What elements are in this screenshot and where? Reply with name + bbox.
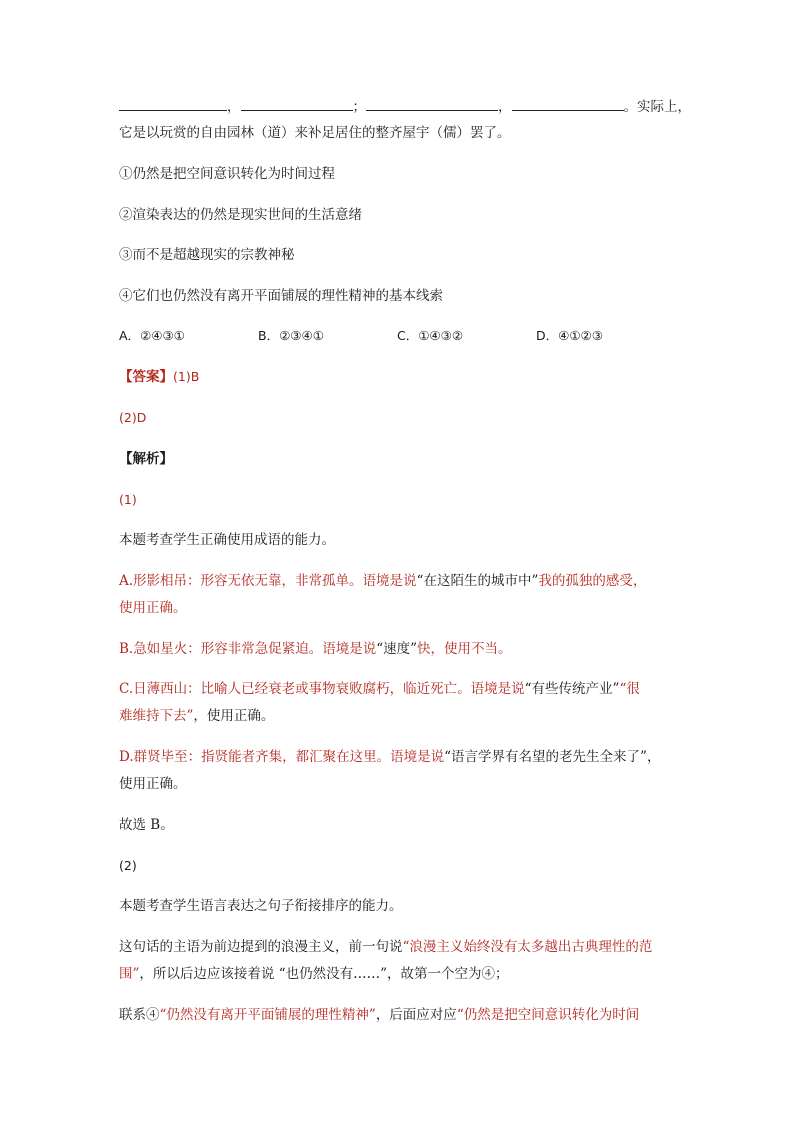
analysis-part1-conclusion: 故选 B。 xyxy=(119,817,174,833)
item-2: ②渲染表达的仍然是现实世间的生活意绪 xyxy=(119,207,362,223)
item-3: ③而不是超越现实的宗教神秘 xyxy=(119,247,295,263)
analysis-heading: 【解析】 xyxy=(119,451,173,467)
option-d-quote: “语言学界有名望的老先生全来了” xyxy=(444,749,647,765)
option-a[interactable]: A．②④③① xyxy=(119,328,185,343)
analysis-option-d-line1 xyxy=(119,747,679,767)
analysis-part2-number: (2) xyxy=(119,858,137,873)
answer-label: 【答案】 xyxy=(119,369,173,385)
blank-4[interactable] xyxy=(512,96,624,111)
analysis-option-d-line2: 使用正确。 xyxy=(119,776,187,792)
option-c-explanation: C.日薄西山：比喻人已经衰老或事物衰败腐朽，临近死亡。语境是说 xyxy=(119,681,525,697)
option-c-line2-quote: 难维持下去” xyxy=(119,708,194,724)
analysis-option-c-line2 xyxy=(119,706,679,726)
analysis-option-a-line1 xyxy=(119,571,679,591)
fill-in-blanks-line: ， ； ， 。实际上， xyxy=(119,96,679,117)
analysis-part1-intro: 本题考查学生正确使用成语的能力。 xyxy=(119,532,335,548)
option-a-suffix: 我的孤独的感受， xyxy=(538,573,647,589)
option-b-suffix: 快，使用不当。 xyxy=(417,641,512,657)
analysis-part2-para2-line1 xyxy=(119,1005,679,1025)
part2-para2-quote1: “仍然没有离开平面铺展的理性精神” xyxy=(159,1007,376,1023)
option-c-line2-rest: ，使用正确。 xyxy=(193,708,275,724)
option-d-explanation: D.群贤毕至：指贤能者齐集，都汇聚在这里。语境是说 xyxy=(119,749,445,765)
option-b-explanation: B.急如星火：形容非常急促紧迫。语境是说 xyxy=(119,641,377,657)
blank-2[interactable] xyxy=(241,96,353,111)
analysis-part2-para1-line1 xyxy=(119,937,679,957)
blank-3[interactable] xyxy=(366,96,498,111)
item-1: ①仍然是把空间意识转化为时间过程 xyxy=(119,166,335,182)
part2-para1-line2-quote: 围” xyxy=(119,966,140,982)
answer-options xyxy=(119,326,679,346)
analysis-part2-para1-line2 xyxy=(119,964,679,984)
option-d[interactable]: D．④①②③ xyxy=(536,328,603,343)
blanks-tail-text: 。实际上， xyxy=(623,99,691,115)
question-text-line: 它是以玩赏的自由园林（道）来补足居住的整齐屋宇（儒）罢了。 xyxy=(119,125,511,141)
part2-para2-prefix: 联系④ xyxy=(119,1007,160,1023)
option-c-quote2: “很 xyxy=(619,681,640,697)
answer-1: (1)B xyxy=(173,369,200,384)
option-a-explanation: A.形影相吊：形容无依无靠，非常孤单。语境是说 xyxy=(119,573,417,589)
analysis-part1-number: (1) xyxy=(119,492,137,507)
analysis-option-a-line2: 使用正确。 xyxy=(119,600,187,616)
option-b[interactable]: B．②③④① xyxy=(258,328,324,343)
option-c-quote1: “有些传统产业” xyxy=(524,681,620,697)
part2-para2-mid: ，后面应对应 xyxy=(375,1007,457,1023)
part2-para1-prefix: 这句话的主语为前边提到的浪漫主义，前一句说 xyxy=(119,939,403,955)
analysis-part2-intro: 本题考查学生语言表达之句子衔接排序的能力。 xyxy=(119,898,403,914)
part2-para1-line2-rest: ，所以后边应该接着说 “也仍然没有……”，故第一个空为④； xyxy=(139,966,509,982)
part2-para2-quote2: “仍然是把空间意识转化为时间 xyxy=(456,1007,640,1023)
option-b-quote: “速度” xyxy=(376,641,418,657)
option-a-quote: “在这陌生的城市中” xyxy=(416,573,539,589)
item-4: ④它们也仍然没有离开平面铺展的理性精神的基本线索 xyxy=(119,288,443,304)
analysis-option-c-line1 xyxy=(119,679,679,699)
answer-line xyxy=(119,367,679,387)
option-d-suffix: ， xyxy=(646,749,661,765)
blank-1[interactable] xyxy=(119,96,227,111)
analysis-option-b xyxy=(119,639,679,659)
answer-2: (2)D xyxy=(119,410,147,425)
part2-para1-quote: “浪漫主义始终没有太多越出古典理性的范 xyxy=(402,939,653,955)
option-c[interactable]: C．①④③② xyxy=(397,328,464,343)
